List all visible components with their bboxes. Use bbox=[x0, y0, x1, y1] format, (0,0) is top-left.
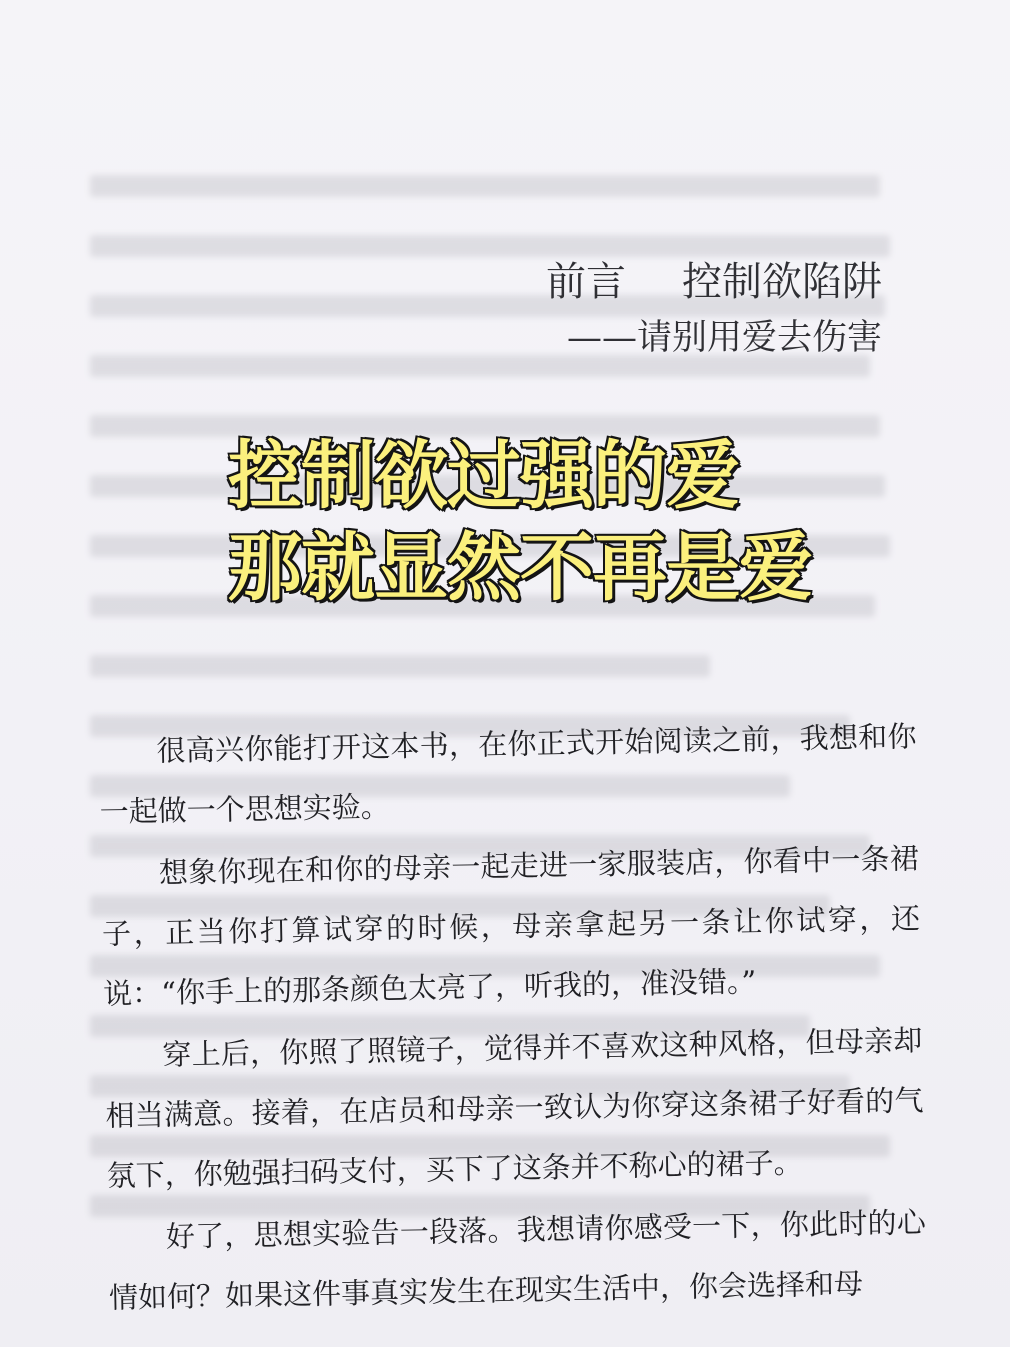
chapter-title: 控制欲陷阱 bbox=[682, 259, 882, 305]
paragraph: 想象你现在和你的母亲一起走进一家服装店，你看中一条裙子，正当你打算试穿的时候，母亲拿起另一条让你试穿，还说：“你手上的那条颜色太亮了，听我的，准没错。” bbox=[101, 841, 921, 1011]
paragraph: 很高兴你能打开这本书，在你正式开始阅读之前，我想和你一起做一个思想实验。 bbox=[99, 719, 917, 829]
body-text bbox=[98, 706, 928, 1330]
overlay-line-2: 那就显然不再是爱 bbox=[228, 525, 812, 611]
chapter-heading bbox=[546, 250, 882, 307]
chapter-label: 前言 bbox=[546, 259, 626, 305]
caption-overlay bbox=[228, 430, 812, 614]
paragraph: 穿上后，你照了照镜子，觉得并不喜欢这种风格，但母亲却相当满意。接着，在店员和母亲一致认为你穿这条裙子好看的气氛下，你勉强扫码支付，买下了这条并不称心的裙子。 bbox=[105, 1023, 924, 1193]
chapter-subtitle: ——请别用爱去伤害 bbox=[566, 318, 882, 358]
overlay-line-1: 控制欲过强的爱 bbox=[228, 433, 739, 519]
paragraph: 好了，思想实验告一段落。我想请你感受一下，你此时的心情如何？如果这件事真实发生在现实生活中，你会选择和母 bbox=[108, 1205, 927, 1315]
